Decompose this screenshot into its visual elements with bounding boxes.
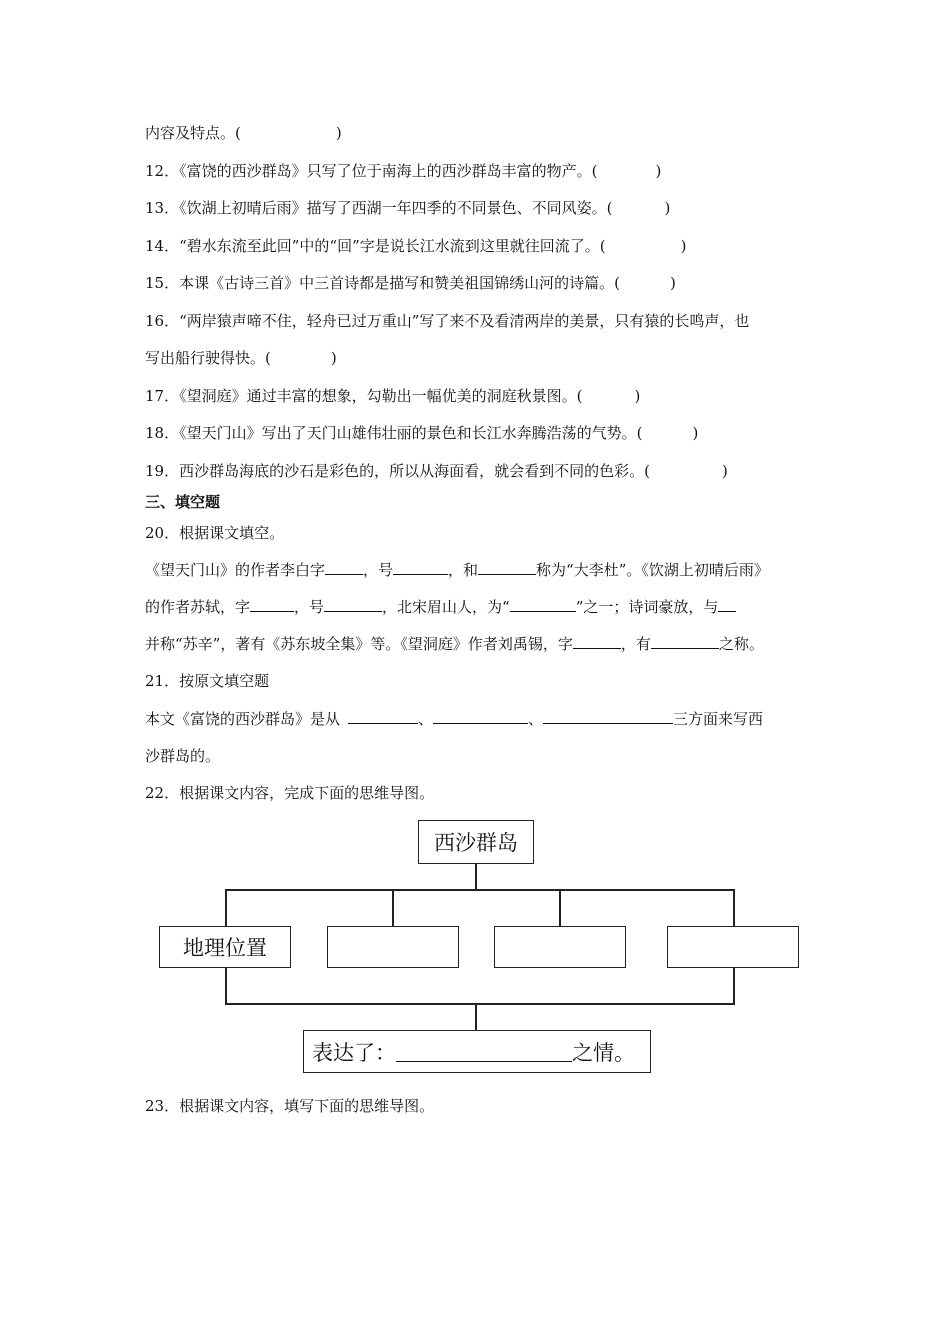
question-18: 18．《望天门山》写出了天门山雄伟壮丽的景色和长江水奔腾浩荡的气势。( ) bbox=[145, 424, 699, 442]
question-16-continued: 写出船行驶得快。( ) bbox=[145, 349, 337, 367]
question-16: 16．“两岸猿声啼不住，轻舟已过万重山”写了来不及看清两岸的美景，只有猿的长鸣声，也 bbox=[145, 312, 750, 330]
answer-blank[interactable] bbox=[325, 560, 363, 575]
answer-blank[interactable] bbox=[651, 634, 719, 649]
answer-blank[interactable] bbox=[393, 560, 448, 575]
section-heading-fill-blank: 三、填空题 bbox=[145, 493, 221, 511]
question-21-line-2: 沙群岛的。 bbox=[145, 747, 221, 765]
connector-line bbox=[733, 968, 735, 1004]
answer-blank[interactable] bbox=[543, 709, 673, 724]
connector-line bbox=[559, 889, 561, 927]
question-13: 13．《饮湖上初晴后雨》描写了西湖一年四季的不同景色、不同风姿。( ) bbox=[145, 199, 671, 217]
connector-line bbox=[392, 889, 394, 927]
mind-map-root: 西沙群岛 bbox=[418, 820, 534, 864]
question-11-continued: 内容及特点。( ) bbox=[145, 124, 342, 142]
connector-line bbox=[475, 864, 477, 890]
connector-line bbox=[225, 1003, 735, 1005]
question-17: 17．《望洞庭》通过丰富的想象，勾勒出一幅优美的洞庭秋景图。( ) bbox=[145, 387, 641, 405]
mind-map-branch-geography: 地理位置 bbox=[159, 926, 291, 968]
answer-blank[interactable] bbox=[573, 634, 621, 649]
question-20-line-3: 并称“苏辛”，著有《苏东坡全集》等。《望洞庭》作者刘禹锡，字 ，有 之称。 bbox=[145, 635, 764, 653]
answer-blank[interactable] bbox=[433, 709, 528, 724]
mind-map-branch-blank[interactable] bbox=[327, 926, 459, 968]
question-21-title: 21．按原文填空题 bbox=[145, 672, 270, 690]
answer-blank[interactable] bbox=[348, 709, 418, 724]
answer-blank[interactable] bbox=[324, 597, 382, 612]
question-20-line-2: 的作者苏轼，字 ，号 ，北宋眉山人，为“ ”之一；诗词豪放，与 bbox=[145, 597, 736, 617]
question-14: 14．“碧水东流至此回”中的“回”字是说长江水流到这里就往回流了。( ) bbox=[145, 237, 687, 255]
question-21-line-1: 本文《富饶的西沙群岛》是从 、 、 三方面来写西 bbox=[145, 710, 764, 728]
connector-line bbox=[475, 1003, 477, 1031]
question-15: 15．本课《古诗三首》中三首诗都是描写和赞美祖国锦绣山河的诗篇。( ) bbox=[145, 274, 676, 292]
question-22-title: 22．根据课文内容，完成下面的思维导图。 bbox=[145, 784, 435, 802]
mind-map-branch-blank[interactable] bbox=[494, 926, 626, 968]
connector-line bbox=[225, 889, 227, 927]
connector-line bbox=[225, 889, 735, 891]
answer-blank[interactable] bbox=[510, 597, 576, 612]
mind-map-branch-blank[interactable] bbox=[667, 926, 799, 968]
question-19: 19．西沙群岛海底的沙石是彩色的，所以从海面看，就会看到不同的色彩。( ) bbox=[145, 462, 728, 480]
answer-blank[interactable] bbox=[478, 560, 536, 575]
connector-line bbox=[733, 889, 735, 927]
question-23-title: 23．根据课文内容，填写下面的思维导图。 bbox=[145, 1097, 435, 1115]
answer-blank[interactable] bbox=[396, 1041, 572, 1062]
answer-blank[interactable] bbox=[718, 597, 736, 612]
mind-map-summary: 表达了： 之情。 bbox=[303, 1030, 651, 1073]
connector-line bbox=[225, 968, 227, 1004]
question-20-line-1: 《望天门山》的作者李白字 ，号 ，和 称为“大李杜”。《饮湖上初晴后雨》 bbox=[145, 561, 769, 579]
question-20-title: 20．根据课文填空。 bbox=[145, 524, 285, 542]
question-12: 12．《富饶的西沙群岛》只写了位于南海上的西沙群岛丰富的物产。( ) bbox=[145, 162, 662, 180]
answer-blank[interactable] bbox=[250, 597, 294, 612]
